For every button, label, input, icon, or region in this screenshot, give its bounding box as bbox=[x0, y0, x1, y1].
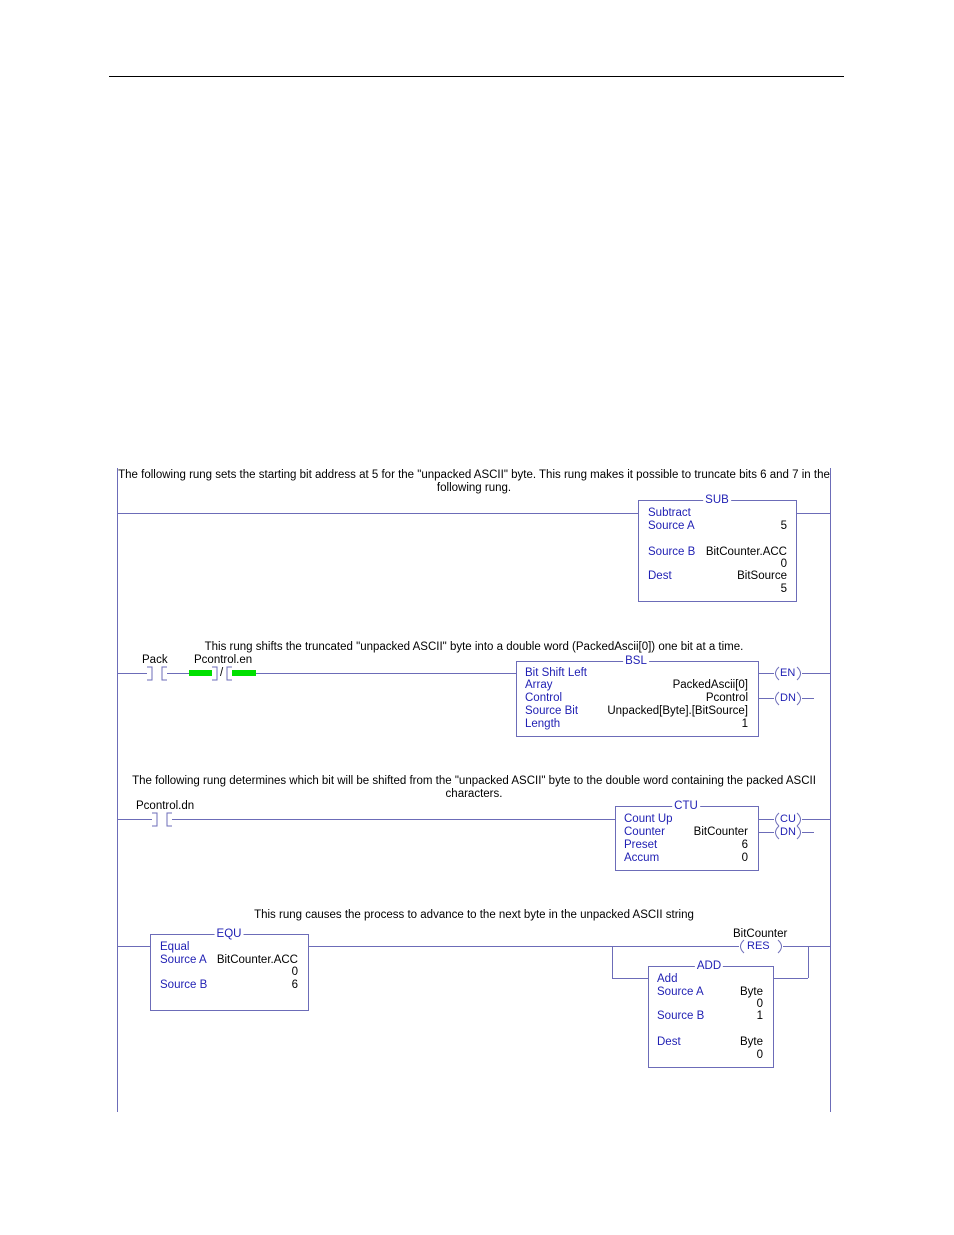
res-coil-tag[interactable]: BitCounter bbox=[733, 928, 788, 940]
bsl-title: BSL bbox=[625, 655, 647, 667]
sub-name: Subtract bbox=[648, 507, 691, 519]
add-source-a-value: 0 bbox=[756, 998, 763, 1010]
equ-source-a-value: 0 bbox=[291, 966, 298, 978]
xio-slash-icon: / bbox=[220, 667, 224, 679]
bsl-control-label: Control bbox=[525, 692, 563, 704]
ctu-counter-label: Counter bbox=[624, 826, 665, 838]
bsl-source-bit-value: Unpacked[Byte].[BitSource] bbox=[607, 705, 748, 717]
bsl-name: Bit Shift Left bbox=[525, 667, 588, 679]
bsl-length-label: Length bbox=[525, 718, 561, 730]
rung0-comment: The following rung sets the starting bit address at 5 for the "unpacked ASCII" byte. This rung makes it possible to truncate bits 6 and 7 in the following rung. bbox=[118, 469, 830, 494]
add-dest-label: Dest bbox=[657, 1036, 681, 1048]
bsl-length-value: 1 bbox=[741, 718, 748, 730]
ctu-cu-output: CU bbox=[780, 813, 796, 825]
ctu-title: CTU bbox=[674, 800, 698, 812]
add-source-a-label: Source A bbox=[657, 986, 704, 998]
equ-source-b-value: 6 bbox=[291, 979, 298, 991]
bsl-dn-output: DN bbox=[780, 692, 796, 704]
bsl-array-label: Array bbox=[525, 679, 553, 691]
sub-source-a-value: 5 bbox=[780, 520, 787, 532]
rung3-comment: This rung causes the process to advance to the next byte in the unpacked ASCII string bbox=[254, 909, 694, 921]
sub-dest-tag: BitSource bbox=[737, 570, 787, 582]
ctu-accum-label: Accum bbox=[624, 852, 660, 864]
add-dest-value: 0 bbox=[756, 1049, 763, 1061]
bsl-source-bit-label: Source Bit bbox=[525, 705, 579, 717]
rung2-comment: The following rung determines which bit will be shifted from the "unpacked ASCII" byte to the double word containing the packed ASCII characters. bbox=[132, 775, 816, 800]
add-name: Add bbox=[657, 973, 678, 985]
energized-wire-left bbox=[189, 670, 212, 676]
bsl-array-value: PackedAscii[0] bbox=[672, 679, 748, 691]
bsl-control-value: Pcontrol bbox=[705, 692, 748, 704]
add-source-b-value: 1 bbox=[756, 1010, 763, 1022]
ctu-preset-value: 6 bbox=[741, 839, 748, 851]
sub-source-b-label: Source B bbox=[648, 546, 696, 558]
sub-dest-label: Dest bbox=[648, 570, 672, 582]
sub-source-b-tag: BitCounter.ACC bbox=[705, 546, 787, 558]
ctu-counter-value: BitCounter bbox=[693, 826, 748, 838]
contact-pcontrol-en-tag[interactable]: Pcontrol.en bbox=[194, 654, 253, 666]
rung1-comment: This rung shifts the truncated "unpacked ASCII" byte into a double word (PackedAscii[0]) one bit at a time. bbox=[204, 641, 744, 653]
add-source-b-label: Source B bbox=[657, 1010, 705, 1022]
equ-title: EQU bbox=[216, 928, 242, 940]
equ-source-b-label: Source B bbox=[160, 979, 208, 991]
ctu-accum-value: 0 bbox=[741, 852, 748, 864]
sub-title: SUB bbox=[705, 494, 729, 506]
ctu-dn-output: DN bbox=[780, 826, 796, 838]
bsl-en-output: EN bbox=[780, 667, 796, 679]
add-dest-tag: Byte bbox=[739, 1036, 763, 1048]
ctu-preset-label: Preset bbox=[624, 839, 658, 851]
res-coil-label: RES bbox=[747, 940, 770, 952]
contact-pack-tag[interactable]: Pack bbox=[142, 654, 168, 666]
add-title: ADD bbox=[696, 960, 722, 972]
energized-wire-right bbox=[232, 670, 256, 676]
sub-source-b-value: 0 bbox=[780, 558, 787, 570]
sub-source-a-label: Source A bbox=[648, 520, 695, 532]
sub-dest-value: 5 bbox=[780, 583, 787, 595]
add-source-a-tag: Byte bbox=[739, 986, 763, 998]
equ-name: Equal bbox=[160, 941, 190, 953]
equ-source-a-label: Source A bbox=[160, 954, 207, 966]
ctu-name: Count Up bbox=[624, 813, 673, 825]
equ-source-a-tag: BitCounter.ACC bbox=[216, 954, 298, 966]
contact-pcontrol-dn-tag[interactable]: Pcontrol.dn bbox=[136, 800, 195, 812]
